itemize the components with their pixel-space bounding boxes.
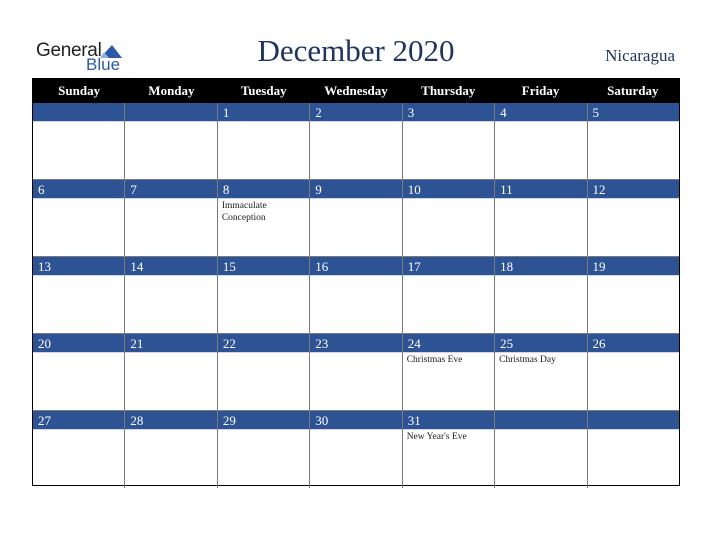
day-number: 3 [403, 103, 494, 122]
day-body [33, 276, 124, 334]
calendar-week-row [33, 180, 679, 257]
holiday-label: Immaculate Conception [221, 201, 267, 223]
day-number: 2 [310, 103, 401, 122]
day-body [33, 199, 124, 257]
calendar-day-cell[interactable] [217, 411, 309, 488]
day-body [495, 353, 586, 411]
calendar-day-cell[interactable] [494, 103, 586, 180]
calendar-day-cell[interactable] [494, 411, 586, 488]
calendar-day-cell[interactable] [587, 103, 679, 180]
day-body [218, 430, 309, 488]
day-number: 31 [403, 411, 494, 430]
day-number: 18 [495, 257, 586, 276]
holiday-label: Christmas Day [499, 355, 556, 365]
weekday-friday: Friday [521, 83, 560, 98]
day-number: 9 [310, 180, 401, 199]
day-body [310, 353, 401, 411]
calendar-day-cell[interactable] [402, 180, 494, 257]
day-number [588, 411, 679, 430]
calendar-day-cell[interactable] [494, 257, 586, 334]
day-body [125, 353, 216, 411]
country-label: Nicaragua [605, 46, 675, 65]
day-body [125, 199, 216, 257]
day-number: 22 [218, 334, 309, 353]
day-number: 15 [218, 257, 309, 276]
calendar-day-cell[interactable] [124, 411, 216, 488]
day-number: 4 [495, 103, 586, 122]
day-number: 21 [125, 334, 216, 353]
day-body [588, 430, 679, 488]
day-number: 11 [495, 180, 586, 199]
calendar-day-cell[interactable] [309, 103, 401, 180]
day-body [218, 199, 309, 257]
day-number: 6 [33, 180, 124, 199]
calendar-day-cell[interactable] [587, 180, 679, 257]
calendar-day-cell[interactable] [402, 411, 494, 488]
calendar-day-cell[interactable] [33, 411, 124, 488]
weekday-header [33, 79, 679, 103]
day-body [33, 122, 124, 180]
holiday-label: Christmas Eve [406, 355, 463, 365]
day-body [495, 276, 586, 334]
day-body [403, 276, 494, 334]
day-number: 7 [125, 180, 216, 199]
calendar-day-cell[interactable] [217, 257, 309, 334]
calendar-day-cell[interactable] [124, 103, 216, 180]
calendar-day-cell[interactable] [309, 257, 401, 334]
day-body [310, 430, 401, 488]
day-body [218, 276, 309, 334]
calendar-day-cell[interactable] [587, 257, 679, 334]
calendar-grid [32, 78, 680, 486]
weekday-saturday: Saturday [607, 83, 659, 98]
day-number: 26 [588, 334, 679, 353]
calendar-day-cell[interactable] [402, 334, 494, 411]
day-number: 20 [33, 334, 124, 353]
day-body [495, 122, 586, 180]
day-number: 12 [588, 180, 679, 199]
day-body [310, 122, 401, 180]
day-number: 16 [310, 257, 401, 276]
day-number: 23 [310, 334, 401, 353]
weekday-wednesday: Wednesday [324, 83, 388, 98]
day-body [125, 122, 216, 180]
day-body [495, 430, 586, 488]
day-body [125, 430, 216, 488]
calendar-day-cell[interactable] [124, 257, 216, 334]
page-title: December 2020 [257, 33, 455, 68]
day-body [495, 199, 586, 257]
day-number: 5 [588, 103, 679, 122]
day-body [33, 430, 124, 488]
day-body [310, 276, 401, 334]
calendar-day-cell[interactable] [402, 257, 494, 334]
holiday-label: New Year's Eve [406, 432, 467, 442]
calendar-day-cell[interactable] [309, 334, 401, 411]
day-body [218, 353, 309, 411]
weekday-monday: Monday [148, 83, 195, 98]
day-body [403, 430, 494, 488]
calendar-day-cell[interactable] [309, 180, 401, 257]
calendar-day-cell[interactable] [217, 103, 309, 180]
day-body [588, 276, 679, 334]
calendar-weeks [33, 103, 679, 488]
calendar-day-cell[interactable] [124, 180, 216, 257]
day-body [218, 122, 309, 180]
calendar-day-cell[interactable] [494, 180, 586, 257]
day-body [588, 199, 679, 257]
calendar-day-cell[interactable] [494, 334, 586, 411]
calendar-week-row [33, 257, 679, 334]
calendar-day-cell[interactable] [217, 334, 309, 411]
day-number: 17 [403, 257, 494, 276]
day-body [310, 199, 401, 257]
day-number: 27 [33, 411, 124, 430]
calendar-day-cell[interactable] [587, 411, 679, 488]
day-body [588, 353, 679, 411]
calendar-week-row [33, 411, 679, 488]
day-number: 13 [33, 257, 124, 276]
calendar-day-cell[interactable] [33, 180, 124, 257]
logo-text-general: General [36, 40, 102, 61]
day-body [125, 276, 216, 334]
day-number: 8 [218, 180, 309, 199]
calendar-day-cell[interactable] [33, 257, 124, 334]
weekday-sunday: Sunday [58, 83, 101, 98]
day-number [495, 411, 586, 430]
day-body [403, 122, 494, 180]
day-number: 29 [218, 411, 309, 430]
calendar-week-row [33, 103, 679, 180]
calendar-day-cell[interactable] [33, 103, 124, 180]
weekday-thursday: Thursday [421, 83, 476, 98]
day-number: 14 [125, 257, 216, 276]
day-number: 24 [403, 334, 494, 353]
day-number: 30 [310, 411, 401, 430]
day-number: 28 [125, 411, 216, 430]
day-number: 19 [588, 257, 679, 276]
calendar-day-cell[interactable] [217, 180, 309, 257]
logo-text-blue: Blue [86, 55, 121, 74]
day-body [403, 353, 494, 411]
calendar-day-cell[interactable] [124, 334, 216, 411]
day-number: 10 [403, 180, 494, 199]
day-number: 25 [495, 334, 586, 353]
calendar-day-cell[interactable] [402, 103, 494, 180]
day-body [33, 353, 124, 411]
calendar-day-cell[interactable] [587, 334, 679, 411]
calendar-day-cell[interactable] [33, 334, 124, 411]
calendar-day-cell[interactable] [309, 411, 401, 488]
day-number: 1 [218, 103, 309, 122]
calendar-week-row [33, 334, 679, 411]
day-body [588, 122, 679, 180]
day-number [33, 103, 124, 122]
weekday-tuesday: Tuesday [240, 83, 287, 98]
day-number [125, 103, 216, 122]
day-body [403, 199, 494, 257]
